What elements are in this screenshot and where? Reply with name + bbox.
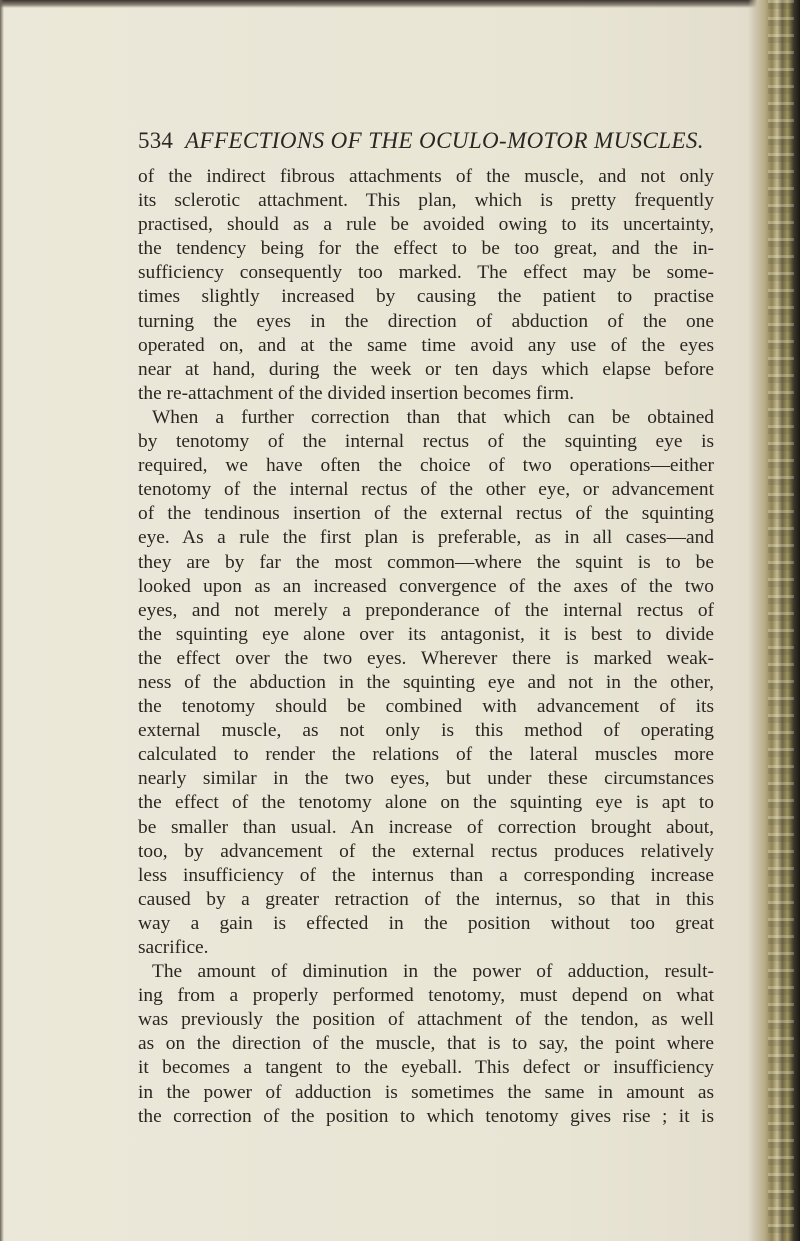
text-line: the tendency being for the effect to be too great, and the in- xyxy=(138,238,714,260)
text-line: required, we have often the choice of two operations—either xyxy=(138,455,714,477)
page-number: 534 xyxy=(138,128,174,153)
text-line: was previously the position of attachment of the tendon, as well xyxy=(138,1009,714,1031)
text-line: practised, should as a rule be avoided owing to its uncertainty, xyxy=(138,214,714,236)
text-line: ness of the abduction in the squinting eye and not in the other, xyxy=(138,671,714,693)
text-line: operated on, and at the same time avoid any use of the eyes xyxy=(138,334,714,356)
text-line: external muscle, as not only is this method of operating xyxy=(138,720,714,742)
text-line: the re-attachment of the divided insertion becomes firm. xyxy=(138,382,575,404)
text-line: sacrifice. xyxy=(138,937,209,958)
running-title: AFFECTIONS OF THE OCULO-MOTOR MUSCLES. xyxy=(185,128,704,153)
text-line: the squinting eye alone over its antagonist, it is best to divide xyxy=(138,623,714,645)
text-line: less insufficiency of the internus than a corresponding increase xyxy=(138,864,714,886)
running-header xyxy=(138,126,738,160)
text-line: nearly similar in the two eyes, but under these circumstances xyxy=(138,768,714,790)
text-line: they are by far the most common—where the squint is to be xyxy=(138,551,714,573)
text-line: calculated to render the relations of the lateral muscles more xyxy=(138,744,714,766)
text-line: in the power of adduction is sometimes the same in amount as xyxy=(138,1081,714,1103)
body-text xyxy=(138,165,714,1129)
text-line: its sclerotic attachment. This plan, which is pretty frequently xyxy=(138,190,714,212)
text-line: near at hand, during the week or ten days which elapse before xyxy=(138,358,714,380)
text-line: the correction of the position to which tenotomy gives rise ; it is xyxy=(138,1105,714,1127)
text-line: by tenotomy of the internal rectus of the squinting eye is xyxy=(138,431,714,453)
text-line: be smaller than usual. An increase of correction brought about, xyxy=(138,816,714,838)
page-left-edge xyxy=(0,0,4,1241)
text-line: When a further correction than that which can be obtained xyxy=(152,406,714,428)
text-line: too, by advancement of the external rectus produces relatively xyxy=(138,840,714,862)
text-line: the tenotomy should be combined with advancement of its xyxy=(138,696,714,718)
page-top-shadow xyxy=(0,0,800,8)
text-line: way a gain is effected in the position without too great xyxy=(138,912,714,934)
text-line: eyes, and not merely a preponderance of the internal rectus of xyxy=(138,599,714,621)
text-line: The amount of diminution in the power of adduction, result- xyxy=(152,961,714,983)
text-line: of the indirect fibrous attachments of the muscle, and not only xyxy=(138,166,714,187)
text-line: eye. As a rule the first plan is preferable, as in all cases—and xyxy=(138,527,714,549)
text-line: looked upon as an increased convergence of the axes of the two xyxy=(138,575,714,597)
text-line: tenotomy of the internal rectus of the other eye, or advancement xyxy=(138,479,714,501)
text-line: as on the direction of the muscle, that is to say, the point where xyxy=(138,1033,714,1055)
text-line: times slightly increased by causing the patient to practise xyxy=(138,286,714,308)
text-line: ing from a properly performed tenotomy, must depend on what xyxy=(138,985,714,1007)
text-line: sufficiency consequently too marked. The effect may be some- xyxy=(138,262,714,284)
text-line: the effect of the tenotomy alone on the squinting eye is apt to xyxy=(138,792,714,814)
text-line: it becomes a tangent to the eyeball. This defect or insufficiency xyxy=(138,1057,714,1079)
text-line: of the tendinous insertion of the external rectus of the squinting xyxy=(138,503,714,525)
text-line: the effect over the two eyes. Wherever there is marked weak- xyxy=(138,647,714,669)
text-line: caused by a greater retraction of the internus, so that in this xyxy=(138,888,714,910)
text-line: turning the eyes in the direction of abduction of the one xyxy=(138,310,714,332)
book-spine-texture xyxy=(768,0,794,1241)
